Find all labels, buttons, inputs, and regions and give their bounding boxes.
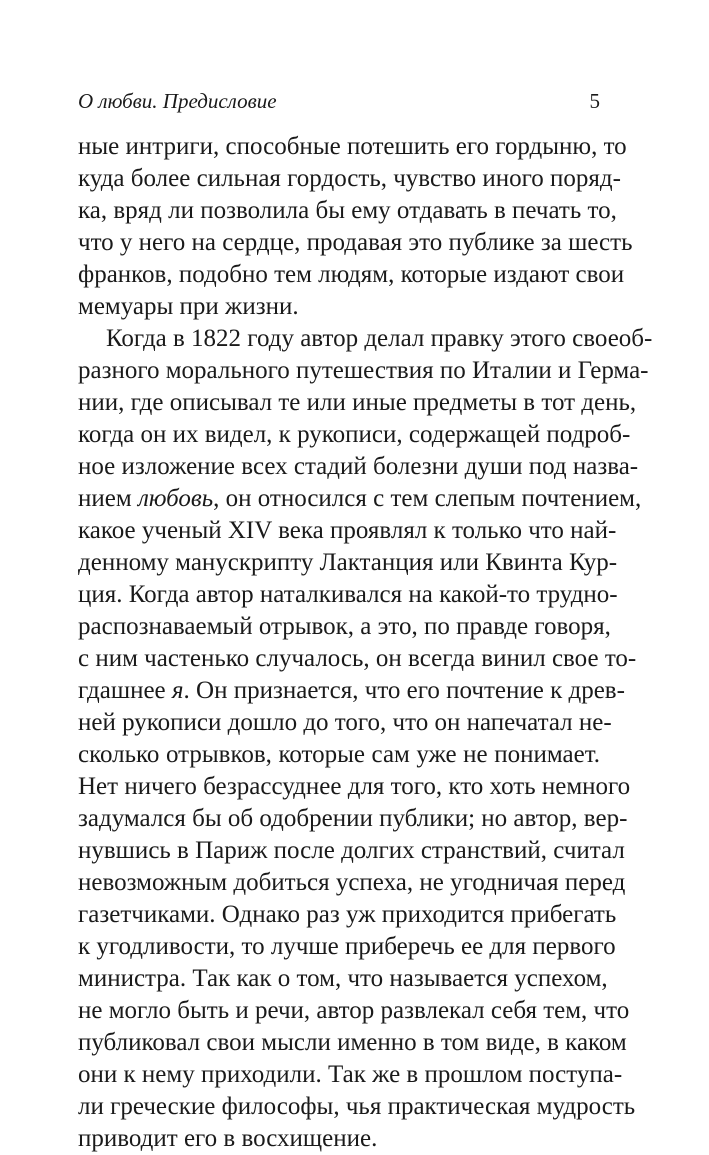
- text-line: приводит его в восхищение.: [78, 1125, 378, 1152]
- text-line: они к нему приходили. Так же в прошлом поступа-: [78, 1061, 623, 1088]
- text-line: Когда в 1822 году автор делал правку этого своеоб-: [106, 325, 653, 352]
- text-line: куда более сильная гордость, чувство иного поряд-: [78, 165, 621, 192]
- text-line: гдашнее я. Он признается, что его почтение к древ-: [78, 677, 625, 704]
- text-line: нувшись в Париж после долгих странствий, считал: [78, 837, 625, 864]
- text-line: разного морального путешествия по Италии и Герма-: [78, 357, 649, 384]
- text-line: какое ученый XIV века проявлял к только что най-: [78, 517, 617, 544]
- text-line: не могло быть и речи, автор развлекал себя тем, что: [78, 997, 630, 1024]
- text-line: ней рукописи дошло до того, что он напечатал не-: [78, 709, 612, 736]
- text-line: невозможным добиться успеха, не угодничая перед: [78, 869, 626, 896]
- text-line: газетчиками. Однако раз уж приходится прибегать: [78, 901, 617, 928]
- italic-word: любовь: [137, 485, 214, 512]
- body-text: [78, 131, 653, 1155]
- text-line: сколько отрывков, которые сам уже не понимает.: [78, 741, 600, 768]
- text-line: к угодливости, то лучше приберечь ее для первого: [78, 933, 616, 960]
- text-line: Нет ничего безрассуднее для того, кто хоть немного: [78, 773, 631, 800]
- running-title: О любви. Предисловие: [78, 89, 277, 113]
- text-line: нии, где описывал те или иные предметы в тот день,: [78, 389, 637, 416]
- text-line: ка, вряд ли позволила бы ему отдавать в печать то,: [78, 197, 617, 224]
- italic-word: я: [171, 677, 184, 704]
- text-line: с ним частенько случалось, он всегда винил свое то-: [78, 645, 637, 672]
- text-line: денному манускрипту Лактанция или Квинта Кур-: [78, 549, 618, 576]
- text-line: ные интриги, способные потешить его гордыню, то: [78, 133, 627, 160]
- text-line: министра. Так как о том, что называется успехом,: [78, 965, 608, 992]
- text-line: ли греческие философы, чья практическая мудрость: [78, 1093, 636, 1120]
- text-line: мемуары при жизни.: [78, 293, 299, 320]
- text-line: франков, подобно тем людям, которые издают свои: [78, 261, 625, 288]
- page-number: 5: [589, 89, 600, 113]
- running-head: [78, 89, 600, 117]
- text-line: ция. Когда автор наталкивался на какой-то трудно-: [78, 581, 618, 608]
- text-line: распознаваемый отрывок, а это, по правде говоря,: [78, 613, 611, 640]
- text-line: задумался бы об одобрении публики; но автор, вер-: [78, 805, 628, 832]
- text-line: когда он их видел, к рукописи, содержащей подроб-: [78, 421, 631, 448]
- text-line: ное изложение всех стадий болезни души под назва-: [78, 453, 639, 480]
- text-line: что у него на сердце, продавая это публике за шесть: [78, 229, 633, 256]
- text-line: публиковал свои мысли именно в том виде, в каком: [78, 1029, 627, 1056]
- text-line: нием любовь, он относился с тем слепым почтением,: [78, 485, 642, 512]
